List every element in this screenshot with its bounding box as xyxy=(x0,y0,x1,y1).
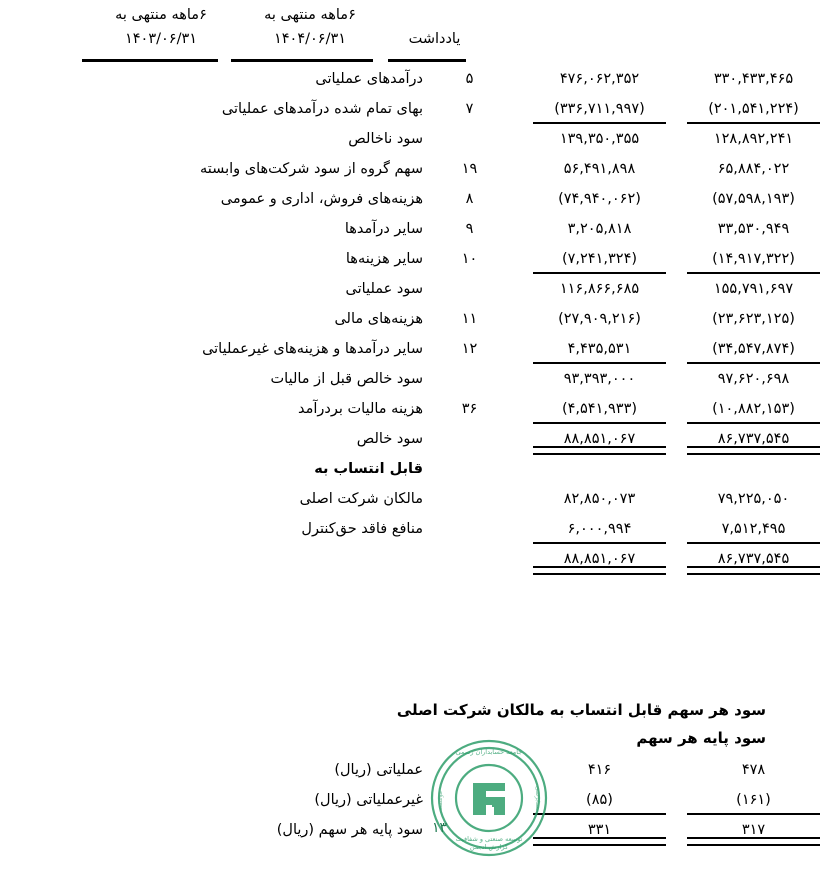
column-gap xyxy=(516,364,529,394)
row-label: سایر هزینه‌ها xyxy=(345,250,423,267)
table-row xyxy=(47,334,824,364)
table-row xyxy=(47,94,824,124)
row-label: سود ناخالص xyxy=(348,130,423,147)
column-gap xyxy=(670,514,683,544)
column-gap xyxy=(516,334,529,364)
value-cell xyxy=(683,514,824,544)
value-text: (۳۳۶,۷۱۱,۹۹۷) xyxy=(554,100,645,117)
column-gap xyxy=(516,154,529,184)
value-cell xyxy=(529,124,670,154)
column-gap xyxy=(516,214,529,244)
value-text: ۳۳,۵۳۰,۹۴۹ xyxy=(717,220,790,237)
value-cell xyxy=(683,184,824,214)
column-gap xyxy=(670,214,683,244)
note-cell xyxy=(423,364,516,394)
value-text: ۳۳۰,۴۳۳,۴۶۵ xyxy=(713,70,794,87)
value-text: ۵۶,۴۹۱,۸۹۸ xyxy=(563,160,636,177)
value-text: (۱۴,۹۱۷,۳۲۲) xyxy=(712,250,795,267)
income-statement-table xyxy=(47,64,824,574)
note-cell xyxy=(423,454,516,484)
column-gap xyxy=(516,544,529,574)
table-row xyxy=(47,484,824,514)
column-gap xyxy=(516,94,529,124)
value-text: ۶۵,۸۸۴,۰۲۲ xyxy=(717,160,790,177)
value-text: (۲۰۱,۵۴۱,۲۲۴) xyxy=(708,100,799,117)
table-row xyxy=(47,274,824,304)
column-header-note: یادداشت xyxy=(408,31,461,47)
note-cell: ۵ xyxy=(465,70,474,87)
table-row xyxy=(47,244,824,274)
table-row xyxy=(47,514,824,544)
table-row xyxy=(47,454,824,484)
eps-heading-attributable: سود هر سهم قابل انتساب به مالکان شرکت اصلی xyxy=(396,701,766,719)
table-row xyxy=(47,394,824,424)
value-text: ۸۸,۸۵۱,۰۶۷ xyxy=(563,430,636,447)
column-gap xyxy=(670,154,683,184)
column-gap xyxy=(670,244,683,274)
table-row xyxy=(47,424,824,454)
value-text: ۸۶,۷۳۷,۵۴۵ xyxy=(717,550,790,567)
header-rule-note xyxy=(388,59,466,62)
value-text: ۴,۴۳۵,۵۳۱ xyxy=(567,340,632,357)
column-gap xyxy=(670,755,683,785)
value-cell xyxy=(529,364,670,394)
column-gap xyxy=(670,304,683,334)
value-cell xyxy=(529,274,670,304)
value-text: (۱۶۱) xyxy=(736,791,771,808)
value-text: ۴۱۶ xyxy=(587,761,612,778)
value-text: (۲۳,۶۲۳,۱۲۵) xyxy=(712,310,795,327)
row-label: سایر درآمدها و هزینه‌های غیرعملیاتی xyxy=(202,340,423,357)
value-text: (۷۴,۹۴۰,۰۶۲) xyxy=(558,190,641,207)
column-gap xyxy=(670,544,683,574)
table-row xyxy=(47,124,824,154)
value-cell xyxy=(529,184,670,214)
value-cell xyxy=(529,214,670,244)
value-text: (۱۰,۸۸۲,۱۵۳) xyxy=(712,400,795,417)
table-row xyxy=(47,364,824,394)
table-row xyxy=(47,184,824,214)
value-cell xyxy=(529,815,670,845)
column-gap xyxy=(516,815,529,845)
note-cell: ۳۶ xyxy=(461,400,478,417)
value-cell xyxy=(683,274,824,304)
value-cell xyxy=(683,454,824,484)
value-text: ۱۳۹,۳۵۰,۳۵۵ xyxy=(559,130,640,147)
column-gap xyxy=(670,394,683,424)
row-label: هزینه‌های مالی xyxy=(334,310,423,327)
value-cell xyxy=(683,154,824,184)
table-header xyxy=(60,0,824,62)
page-number: ۱۳ xyxy=(432,820,448,836)
value-text: ۱۵۵,۷۹۱,۶۹۷ xyxy=(713,280,794,297)
column-gap xyxy=(516,785,529,815)
column-gap xyxy=(516,304,529,334)
value-text: (۲۷,۹۰۹,۲۱۶) xyxy=(558,310,641,327)
column-gap xyxy=(516,184,529,214)
column-gap xyxy=(670,785,683,815)
column-gap xyxy=(516,124,529,154)
value-cell xyxy=(683,424,824,454)
value-cell xyxy=(529,154,670,184)
note-cell: ۱۱ xyxy=(461,310,478,327)
value-cell xyxy=(683,394,824,424)
note-cell: ۸ xyxy=(465,190,474,207)
value-cell xyxy=(683,785,824,815)
value-text: ۸۸,۸۵۱,۰۶۷ xyxy=(563,550,636,567)
value-cell xyxy=(683,334,824,364)
column-gap xyxy=(516,274,529,304)
value-text: ۹۷,۶۲۰,۶۹۸ xyxy=(717,370,790,387)
value-cell xyxy=(529,755,670,785)
note-cell xyxy=(423,484,516,514)
value-cell xyxy=(529,244,670,274)
column-header-current-period-line1: ۶ماهه منتهی به xyxy=(264,7,356,23)
column-gap xyxy=(670,334,683,364)
value-cell xyxy=(529,64,670,94)
value-cell xyxy=(529,484,670,514)
value-cell xyxy=(683,544,824,574)
column-gap xyxy=(670,364,683,394)
value-cell xyxy=(683,244,824,274)
row-label: غیرعملیاتی (ریال) xyxy=(314,791,423,808)
row-label: منافع فاقد حق‌کنترل xyxy=(301,520,423,537)
column-gap xyxy=(516,454,529,484)
value-cell xyxy=(683,124,824,154)
note-cell: ۹ xyxy=(465,220,474,237)
svg-text:گزارش انجمن: گزارش انجمن xyxy=(469,843,509,851)
note-cell: ۷ xyxy=(465,100,474,117)
column-header-prior-period-line1: ۶ماهه منتهی به xyxy=(115,7,207,23)
note-cell xyxy=(423,755,516,785)
note-cell xyxy=(423,124,516,154)
value-text: ۹۳,۳۹۳,۰۰۰ xyxy=(563,370,636,387)
note-cell: ۱۰ xyxy=(461,250,478,267)
value-cell xyxy=(529,544,670,574)
note-cell xyxy=(423,544,516,574)
note-cell xyxy=(423,785,516,815)
value-cell xyxy=(683,755,824,785)
value-text: (۷,۲۴۱,۳۲۴) xyxy=(561,250,638,267)
row-label: عملیاتی (ریال) xyxy=(334,761,423,778)
column-gap xyxy=(670,274,683,304)
row-label: سود پایه هر سهم (ریال) xyxy=(276,821,423,838)
row-label: قابل انتساب به xyxy=(314,460,423,477)
svg-text:توسعه صنعتی و شفافیت: توسعه صنعتی و شفافیت xyxy=(455,835,523,843)
value-text: ۳۱۷ xyxy=(741,821,766,838)
row-label: سود خالص xyxy=(356,430,423,447)
value-text: ۷,۵۱۲,۴۹۵ xyxy=(721,520,786,537)
row-label xyxy=(47,544,423,574)
column-gap xyxy=(516,394,529,424)
note-cell xyxy=(423,514,516,544)
value-cell xyxy=(529,424,670,454)
value-text: (۴,۵۴۱,۹۳۳) xyxy=(561,400,638,417)
column-gap xyxy=(670,124,683,154)
note-cell: ۱۹ xyxy=(461,160,478,177)
table-row xyxy=(47,544,824,574)
column-header-prior-period xyxy=(82,4,240,52)
value-text: ۴۷۶,۰۶۲,۳۵۲ xyxy=(559,70,640,87)
value-cell xyxy=(529,514,670,544)
header-rule-prior-period xyxy=(82,59,218,62)
value-cell xyxy=(529,394,670,424)
column-gap xyxy=(670,94,683,124)
table-row xyxy=(47,755,824,785)
value-text: ۸۲,۸۵۰,۰۷۳ xyxy=(563,490,636,507)
row-label: سود عملیاتی xyxy=(345,280,423,297)
column-gap xyxy=(670,454,683,484)
value-text: (۵۷,۵۹۸,۱۹۳) xyxy=(712,190,795,207)
column-header-prior-period-date: ۱۴۰۳/۰۶/۳۱ xyxy=(124,30,198,47)
table-row xyxy=(47,154,824,184)
column-gap xyxy=(516,64,529,94)
column-gap xyxy=(670,64,683,94)
svg-text:حسابرسی: حسابرسی xyxy=(534,786,541,812)
value-cell xyxy=(683,364,824,394)
row-label: سود خالص قبل از مالیات xyxy=(270,370,423,387)
row-label: بهای تمام شده درآمدهای عملیاتی xyxy=(221,100,423,117)
column-gap xyxy=(516,755,529,785)
value-cell xyxy=(529,454,670,484)
column-gap xyxy=(516,484,529,514)
row-label: هزینه مالیات بردرآمد xyxy=(298,400,423,417)
column-gap xyxy=(670,424,683,454)
note-cell: ۱۲ xyxy=(461,340,478,357)
row-label: درآمدهای عملیاتی xyxy=(315,70,423,87)
value-cell xyxy=(683,214,824,244)
table-row xyxy=(47,304,824,334)
column-gap xyxy=(670,815,683,845)
value-text: (۳۴,۵۴۷,۸۷۴) xyxy=(712,340,795,357)
value-text: ۶,۰۰۰,۹۹۴ xyxy=(567,520,632,537)
note-cell xyxy=(423,274,516,304)
value-cell xyxy=(683,815,824,845)
column-gap xyxy=(516,514,529,544)
value-text: ۷۹,۲۲۵,۰۵۰ xyxy=(717,490,790,507)
svg-text:موسسه: موسسه xyxy=(437,791,444,811)
value-text: (۸۵) xyxy=(586,791,613,808)
table-row xyxy=(47,64,824,94)
value-cell xyxy=(529,94,670,124)
row-label: هزینه‌های فروش، اداری و عمومی xyxy=(220,190,423,207)
value-cell xyxy=(683,304,824,334)
row-label: سایر درآمدها xyxy=(344,220,423,237)
value-text: ۱۲۸,۸۹۲,۲۴۱ xyxy=(713,130,794,147)
value-cell xyxy=(529,334,670,364)
value-cell xyxy=(683,94,824,124)
note-cell xyxy=(423,424,516,454)
value-cell xyxy=(683,484,824,514)
row-label: سهم گروه از سود شرکت‌های وابسته xyxy=(199,160,423,177)
column-gap xyxy=(670,184,683,214)
value-text: ۴۷۸ xyxy=(741,761,766,778)
column-gap xyxy=(516,244,529,274)
value-text: ۸۶,۷۳۷,۵۴۵ xyxy=(717,430,790,447)
column-gap xyxy=(670,484,683,514)
column-gap xyxy=(516,424,529,454)
svg-text:جامعه حسابداران رسمی: جامعه حسابداران رسمی xyxy=(455,748,523,756)
value-cell xyxy=(529,785,670,815)
value-text: ۱۱۶,۸۶۶,۶۸۵ xyxy=(559,280,640,297)
header-rule-current-period xyxy=(231,59,373,62)
row-label: مالکان شرکت اصلی xyxy=(299,490,423,507)
eps-heading-basic: سود پایه هر سهم xyxy=(636,729,766,747)
table-row xyxy=(47,214,824,244)
table-row xyxy=(47,785,824,815)
column-header-current-period-date: ۱۴۰۴/۰۶/۳۱ xyxy=(273,30,347,47)
value-text: ۳,۲۰۵,۸۱۸ xyxy=(567,220,632,237)
value-text: ۳۳۱ xyxy=(587,821,612,838)
value-cell xyxy=(529,304,670,334)
column-header-current-period xyxy=(231,4,389,52)
value-cell xyxy=(683,64,824,94)
